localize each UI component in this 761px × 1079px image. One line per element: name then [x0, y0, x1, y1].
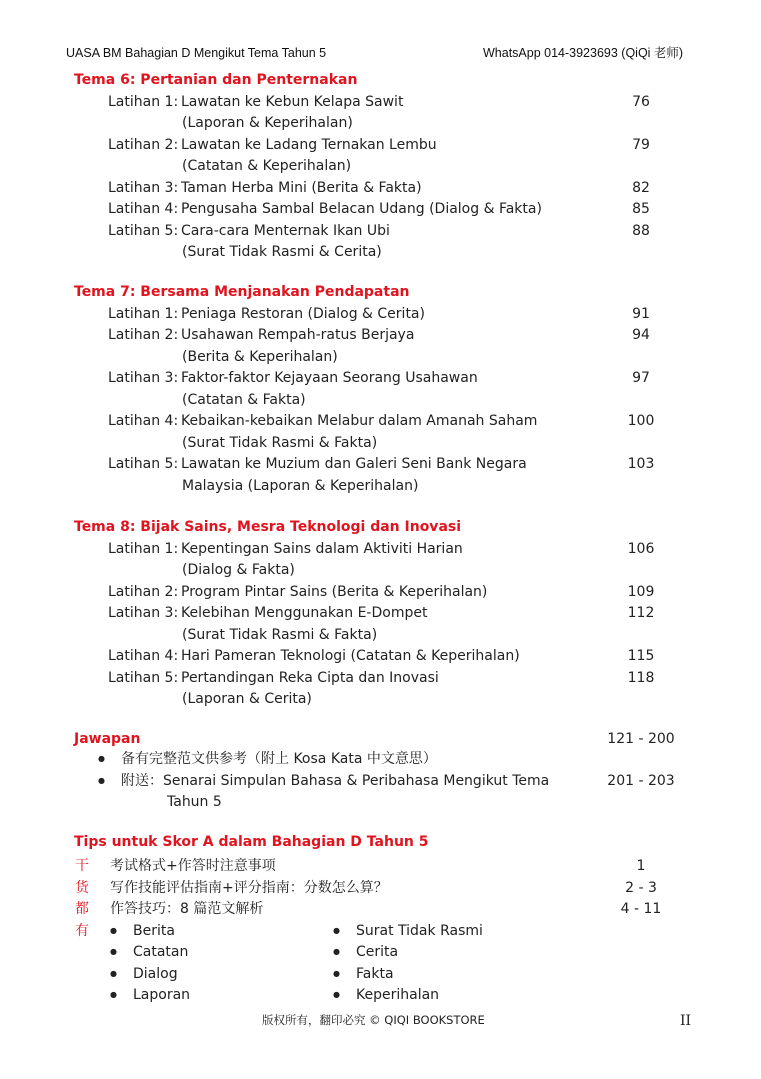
exercise-title: Hari Pameran Teknologi (Catatan & Keperihalan) [181, 648, 520, 664]
bullet-dot: ● [333, 968, 340, 978]
exercise-label: Latihan 2: [108, 583, 179, 600]
exercise-title: Lawatan ke Muzium dan Galeri Seni Bank Negara [181, 456, 527, 472]
exercise-label: Latihan 4: [108, 201, 179, 217]
exercise-page: 79 [632, 136, 650, 153]
exercise-page: 85 [632, 201, 650, 217]
exercise-page: 94 [632, 327, 650, 343]
exercise-page: 82 [632, 179, 650, 196]
jawapan-page: 121 - 200 [607, 731, 675, 747]
header-contact: WhatsApp 014-3923693 (QiQi 老师) [483, 46, 684, 60]
exercise-page: 109 [627, 583, 655, 600]
bullet-dot: ● [333, 989, 340, 999]
exercise-title: Pertandingan Reka Cipta dan Inovasi [181, 669, 439, 686]
jawapan-extra-page: 201 - 203 [607, 772, 675, 789]
exercise-label: Latihan 5: [108, 222, 179, 239]
bullet-dot: ● [110, 989, 117, 999]
side-label-char: 有 [75, 922, 89, 939]
exercise-title: Lawatan ke Ladang Ternakan Lembu [181, 136, 437, 153]
exercise-title: Lawatan ke Kebun Kelapa Sawit [181, 93, 404, 110]
essay-type: Surat Tidak Rasmi [356, 923, 483, 939]
exercise-label: Latihan 4: [108, 648, 179, 664]
bullet-dot: ● [98, 775, 105, 785]
exercise-title: (Surat Tidak Rasmi & Cerita) [182, 244, 382, 260]
tips-row-page: 4 - 11 [620, 901, 662, 917]
exercise-title: Taman Herba Mini (Berita & Fakta) [181, 179, 422, 196]
side-label-char: 都 [75, 901, 89, 917]
exercise-title: Malaysia (Laporan & Keperihalan) [182, 477, 419, 494]
exercise-label: Latihan 4: [108, 413, 179, 429]
exercise-page: 97 [632, 370, 650, 386]
exercise-page: 100 [627, 413, 655, 429]
footer-copyright: 版权所有，翻印必究 © QIQI BOOKSTORE [262, 1013, 485, 1027]
exercise-title: Kebaikan-kebaikan Melabur dalam Amanah Saham [181, 413, 538, 429]
essay-type: Laporan [133, 986, 191, 1003]
exercise-title: (Laporan & Keperihalan) [182, 115, 353, 131]
jawapan-title: Jawapan [74, 731, 141, 747]
exercise-label: Latihan 2: [108, 327, 179, 343]
tips-row-text: 考试格式+作答时注意事项 [110, 858, 276, 874]
tips-row-text: 作答技巧：8 篇范文解析 [110, 901, 264, 917]
exercise-title: Cara-cara Menternak Ikan Ubi [181, 222, 390, 239]
side-label-char: 干 [75, 858, 89, 874]
exercise-label: Latihan 1: [108, 305, 179, 322]
bullet-dot: ● [110, 968, 117, 978]
section-title: Tema 8: Bijak Sains, Mesra Teknologi dan Inovasi [74, 519, 462, 535]
bullet-dot: ● [110, 947, 117, 957]
exercise-title: Faktor-faktor Kejayaan Seorang Usahawan [181, 370, 478, 386]
bullet-dot: ● [110, 926, 117, 935]
exercise-page: 106 [627, 540, 655, 557]
essay-type: Catatan [133, 944, 189, 961]
exercise-page: 118 [627, 669, 655, 686]
exercise-title: Kelebihan Menggunakan E-Dompet [181, 605, 428, 621]
section-title: Tema 6: Pertanian dan Penternakan [74, 72, 358, 88]
bullet-dot: ● [333, 947, 340, 957]
exercise-page: 91 [632, 305, 650, 322]
tips-row-page: 2 - 3 [625, 879, 657, 896]
exercise-title: (Berita & Keperihalan) [182, 348, 338, 365]
tips-title: Tips untuk Skor A dalam Bahagian D Tahun 5 [74, 834, 429, 850]
exercise-label: Latihan 5: [108, 669, 179, 686]
essay-type: Cerita [356, 944, 399, 961]
jawapan-bullet-text: 备有完整范文供参考（附上 Kosa Kata 中文意思） [121, 751, 437, 767]
essay-type: Keperihalan [356, 986, 440, 1003]
jawapan-bullet-text: Tahun 5 [167, 794, 222, 810]
exercise-title: (Surat Tidak Rasmi & Fakta) [182, 626, 378, 643]
exercise-page: 103 [627, 456, 655, 472]
exercise-label: Latihan 3: [108, 370, 179, 386]
essay-type: Berita [133, 923, 175, 939]
exercise-page: 88 [632, 222, 650, 239]
exercise-label: Latihan 3: [108, 179, 179, 196]
section-title: Tema 7: Bersama Menjanakan Pendapatan [74, 284, 410, 300]
bullet-dot: ● [333, 926, 340, 935]
bullet-dot: ● [98, 754, 105, 763]
side-label-char: 货 [75, 879, 89, 896]
jawapan-bullet-text: 附送：Senarai Simpulan Bahasa & Peribahasa Mengikut Tema [121, 772, 550, 789]
exercise-title: (Laporan & Cerita) [182, 691, 312, 707]
exercise-label: Latihan 2: [108, 136, 179, 153]
exercise-label: Latihan 1: [108, 93, 179, 110]
exercise-title: Program Pintar Sains (Berita & Keperihalan) [181, 583, 488, 600]
exercise-title: (Catatan & Fakta) [182, 391, 306, 408]
exercise-title: (Dialog & Fakta) [182, 562, 295, 578]
exercise-title: Pengusaha Sambal Belacan Udang (Dialog & Fakta) [181, 201, 542, 217]
exercise-title: Usahawan Rempah-ratus Berjaya [181, 327, 415, 343]
exercise-label: Latihan 1: [108, 540, 179, 557]
exercise-label: Latihan 3: [108, 605, 179, 621]
exercise-title: (Catatan & Keperihalan) [182, 158, 352, 174]
header-title: UASA BM Bahagian D Mengikut Tema Tahun 5 [66, 46, 327, 60]
essay-type: Dialog [133, 965, 178, 982]
exercise-label: Latihan 5: [108, 456, 179, 472]
exercise-title: (Surat Tidak Rasmi & Fakta) [182, 434, 378, 451]
exercise-page: 115 [627, 648, 655, 664]
exercise-title: Kepentingan Sains dalam Aktiviti Harian [181, 540, 463, 557]
page-number: II [680, 1013, 692, 1029]
exercise-page: 112 [627, 605, 655, 621]
tips-row-page: 1 [636, 858, 646, 874]
essay-type: Fakta [356, 965, 394, 982]
exercise-page: 76 [632, 93, 650, 110]
tips-row-text: 写作技能评估指南+评分指南：分数怎么算？ [110, 879, 388, 896]
exercise-title: Peniaga Restoran (Dialog & Cerita) [181, 305, 425, 322]
